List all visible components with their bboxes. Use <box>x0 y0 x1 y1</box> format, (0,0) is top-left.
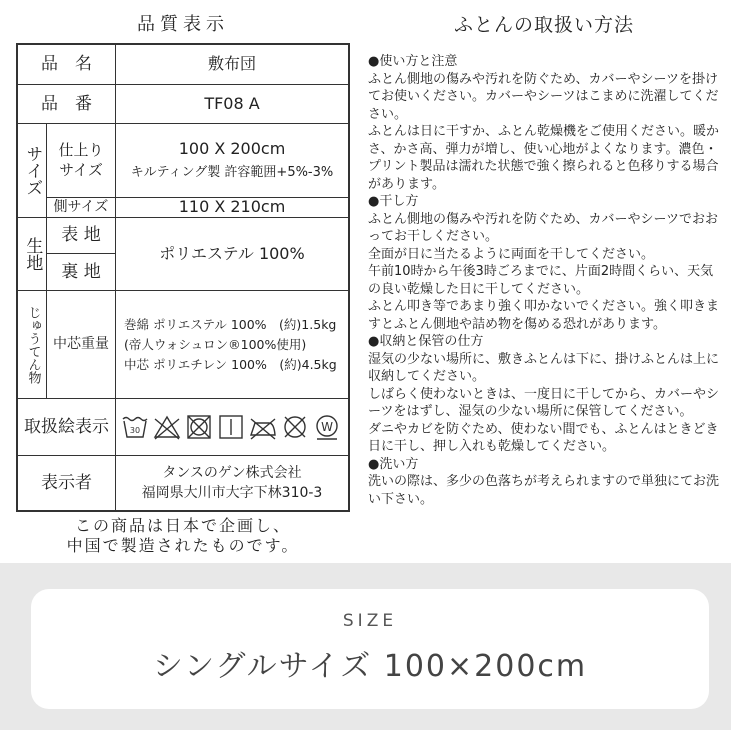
wet-clean-icon <box>317 416 337 439</box>
filling-group-label: じゅうてん物 <box>25 305 41 384</box>
no-tumble-dry-icon <box>188 416 210 438</box>
wet-clean-letter: W <box>321 420 333 434</box>
core-line-2: (帝人ウォシュロン®100%使用) <box>124 336 307 352</box>
care-symbols-svg <box>121 411 343 443</box>
maker-cell <box>116 456 348 510</box>
cover-size-label: 側サイズ <box>53 199 109 216</box>
back-fabric-label: 裏 地 <box>61 261 101 282</box>
wash-30-icon <box>123 418 147 438</box>
care-section-drying-text: ふとん側地の傷みや汚れを防ぐため、カバーやシーツでおおってお干しください。 全面が日に当たるように両面を干してください。 午前10時から午後3時ごろまでに、片面2時間くらい、天気の良い乾燥した日に干してください。 ふとん叩き等であまり強く叩かないでください。強く叩きますとふとん側地や詰め物を傷める恐れがあります。 <box>368 211 720 332</box>
finished-size-value: 100 X 200cm <box>178 138 286 158</box>
quality-label-title: 品質表示 <box>137 14 229 35</box>
fabric-group-label: 生地 <box>22 237 43 271</box>
care-section-storage-text: 湿気の少ない場所に、敷きふとんは下に、掛けふとんは上に収納してください。 しばらく使わないときは、一度日に干してから、カバーやシーツをはずし、湿気の少ない場所に保管してください。 ダニやカビを防ぐため、使わない間でも、ふとんはときどき日に干し、押し入れも乾燥してください。 <box>368 351 720 454</box>
maker-address: 福岡県大川市大字下林310-3 <box>141 485 323 501</box>
care-section-storage-title: ●収納と保管の仕方 <box>368 334 484 349</box>
product-name-value: 敷布団 <box>207 54 256 74</box>
finished-size-note: キルティング製 許容範囲+5%-3% <box>130 165 334 181</box>
finished-size-cell <box>116 124 348 197</box>
care-symbols-label: 取扱絵表示 <box>24 416 109 437</box>
care-symbols-row <box>116 399 348 455</box>
maker-label: 表示者 <box>41 472 92 493</box>
care-instructions <box>368 53 720 508</box>
quality-table <box>16 43 350 512</box>
no-iron-icon <box>251 419 275 439</box>
care-section-usage-title: ●使い方と注意 <box>368 54 458 69</box>
finished-size-label: 仕上り サイズ <box>58 141 104 179</box>
care-section-drying-title: ●干し方 <box>368 194 419 209</box>
care-instructions-title: ふとんの取扱い方法 <box>453 14 634 36</box>
product-name-label: 品 名 <box>41 54 92 75</box>
product-number-value: TF08 A <box>204 93 260 113</box>
care-section-usage-text: ふとん側地の傷みや汚れを防ぐため、カバーやシーツを掛けてお使いください。カバーやシーツはこまめに洗濯してください。 ふとんは日に干すか、ふとん乾燥機をご使用ください。暖かさ、かさ高、弾力が増し、使い心地がよくなります。濃色・プリント製品は濡れた状態で強く擦られると色移りする場合があります。 <box>368 71 720 192</box>
product-number-label: 品 番 <box>41 93 92 114</box>
care-section-washing-title: ●洗い方 <box>368 456 419 472</box>
no-bleach-icon <box>155 417 179 439</box>
no-dry-clean-icon <box>285 417 305 437</box>
core-line-1: 巻綿 ポリエステル 100% (約)1.5kg <box>124 316 337 332</box>
core-weight-cell <box>116 291 348 398</box>
size-card-value: シングルサイズ 100×200cm <box>152 649 588 684</box>
core-line-3: 中芯 ポリエチレン 100% (約)4.5kg <box>124 356 337 372</box>
line-dry-icon <box>220 416 242 438</box>
maker-name: タンスのゲン株式会社 <box>162 465 302 481</box>
front-fabric-label: 表 地 <box>61 225 101 246</box>
size-card <box>31 589 709 709</box>
care-section-washing-text: 洗いの際は、多少の色落ちが考えられますので単独にてお洗い下さい。 <box>368 474 720 507</box>
core-weight-label: 中芯重量 <box>53 336 109 353</box>
cover-size-value: 110 X 210cm <box>178 197 286 217</box>
size-card-label: SIZE <box>342 611 398 631</box>
fabric-value: ポリエステル 100% <box>159 243 305 263</box>
wash-temp-text: 30 <box>129 426 141 435</box>
origin-note: この商品は日本で企画し、 中国で製造されたものです。 <box>66 516 300 555</box>
size-group-label: サイズ <box>22 145 43 196</box>
